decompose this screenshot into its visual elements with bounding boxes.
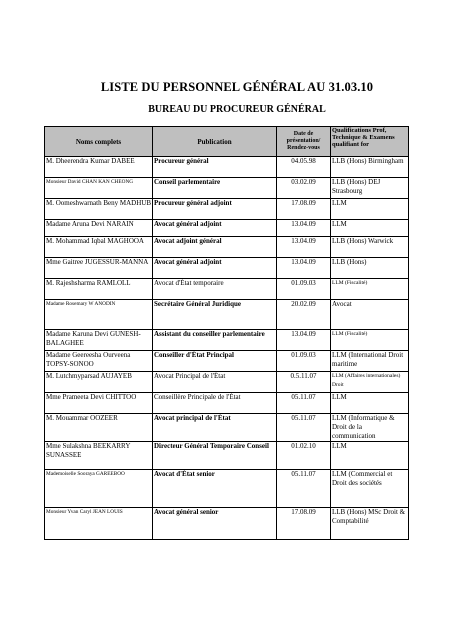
- cell-qualifications: LLB (Hons) MSc Droit & Comptabilité: [331, 508, 409, 540]
- cell-name: M. Oomeshwarnath Beny MADHUB: [45, 199, 153, 220]
- cell-date: 13.04.09: [277, 330, 331, 351]
- cell-publication: Avocat principal de l'État: [153, 414, 277, 442]
- cell-date: 13.04.09: [277, 220, 331, 237]
- cell-date: 03.02.09: [277, 178, 331, 199]
- cell-date: 0.5.11.07: [277, 372, 331, 393]
- cell-qualifications: LLM (Informatique & Droit de la communication: [331, 414, 409, 442]
- cell-date: 05.11.07: [277, 470, 331, 508]
- cell-name: Madame Rosemary W ANODIN: [45, 300, 153, 330]
- table-row: [45, 279, 409, 300]
- cell-publication: Avocat Principal de l'État: [153, 372, 277, 393]
- table-row: [45, 258, 409, 279]
- cell-date: 01.02.10: [277, 442, 331, 470]
- cell-publication: Avocat général adjoint: [153, 258, 277, 279]
- cell-qualifications: LLM (Fiscalité): [331, 330, 409, 351]
- cell-name: Mme Sulakshna BEEKARRY SUNASSEE: [45, 442, 153, 470]
- cell-qualifications: LLB (Hons) Birmingham: [331, 157, 409, 178]
- cell-name: Madame Karuna Devi GUNESH-BALAGHEE: [45, 330, 153, 351]
- cell-name: M. Mouammar OOZEER: [45, 414, 153, 442]
- table-header-row: [45, 127, 409, 157]
- cell-name: Madame Aruna Devi NARAIN: [45, 220, 153, 237]
- document-title: LISTE DU PERSONNEL GÉNÉRAL AU 31.03.10: [100, 80, 374, 94]
- table-row: [45, 470, 409, 508]
- cell-qualifications: LLM (Fiscalité): [331, 279, 409, 300]
- table-row: [45, 300, 409, 330]
- cell-qualifications: LLM: [331, 220, 409, 237]
- header-name: Noms complets: [45, 127, 153, 157]
- cell-date: 01.09.03: [277, 351, 331, 372]
- table-row: [45, 508, 409, 540]
- table-row: [45, 393, 409, 414]
- cell-qualifications: LLM: [331, 393, 409, 414]
- cell-publication: Procureur général: [153, 157, 277, 178]
- cell-publication: Avocat général adjoint: [153, 220, 277, 237]
- table-row: [45, 330, 409, 351]
- cell-name: M. Lutchmyparsad AUJAYEB: [45, 372, 153, 393]
- table-row: [45, 199, 409, 220]
- cell-qualifications: LLB (Hons): [331, 258, 409, 279]
- cell-publication: Avocat adjoint général: [153, 237, 277, 258]
- table-row: [45, 351, 409, 372]
- cell-publication: Conseiller d'État Principal: [153, 351, 277, 372]
- cell-qualifications: LLM: [331, 442, 409, 470]
- cell-qualifications: LLM: [331, 199, 409, 220]
- cell-publication: Avocat d'État senior: [153, 470, 277, 508]
- cell-name: Madame Geereesha Ourveena TOPSY-SONOO: [45, 351, 153, 372]
- cell-publication: Secrétaire Général Juridique: [153, 300, 277, 330]
- cell-publication: Avocat d'État temporaire: [153, 279, 277, 300]
- cell-date: 20.02.09: [277, 300, 331, 330]
- cell-publication: Conseillère Principale de l'État: [153, 393, 277, 414]
- cell-date: 05.11.07: [277, 393, 331, 414]
- cell-name: Monsieur David CHAN KAN CHEONG: [45, 178, 153, 199]
- table-row: [45, 442, 409, 470]
- document-subtitle: BUREAU DU PROCUREUR GÉNÉRAL: [148, 104, 326, 115]
- cell-qualifications: LLM (Commercial et Droit des sociétés: [331, 470, 409, 508]
- cell-qualifications: LLB (Hons) Warwick: [331, 237, 409, 258]
- table-row: [45, 220, 409, 237]
- cell-name: Monsieur Yvan Caryl JEAN LOUIS: [45, 508, 153, 540]
- header-date: Date de présentation/ Rendez-vous: [277, 127, 331, 157]
- cell-date: 04.05.98: [277, 157, 331, 178]
- cell-date: 13.04.09: [277, 258, 331, 279]
- header-qualifications: Qualifications Prof, Technique & Examens qualifiant for: [331, 127, 409, 157]
- cell-name: M. Dheerendra Kumar DABEE: [45, 157, 153, 178]
- cell-date: 17.08.09: [277, 199, 331, 220]
- cell-name: Mademoiselle Sooraya GAREEBOO: [45, 470, 153, 508]
- cell-name: M. Mohammad Iqbal MAGHOOA: [45, 237, 153, 258]
- cell-qualifications: LLB (Hons) DEJ Strasbourg: [331, 178, 409, 199]
- cell-date: 01.09.03: [277, 279, 331, 300]
- cell-publication: Assistant du conseiller parlementaire: [153, 330, 277, 351]
- cell-name: M. Rajeshsharma RAMLOLL: [45, 279, 153, 300]
- table-row: [45, 178, 409, 199]
- cell-qualifications: LLM (Affaires internationales) Droit: [331, 372, 409, 393]
- cell-publication: Directeur Général Temporaire Conseil: [153, 442, 277, 470]
- header-publication: Publication: [153, 127, 277, 157]
- table-row: [45, 237, 409, 258]
- cell-publication: Conseil parlementaire: [153, 178, 277, 199]
- table-row: [45, 414, 409, 442]
- cell-date: 17.08.09: [277, 508, 331, 540]
- cell-name: Mme Prameeta Devi CHITTOO: [45, 393, 153, 414]
- cell-name: Mme Gaitree JUGESSUR-MANNA: [45, 258, 153, 279]
- table-row: [45, 372, 409, 393]
- cell-qualifications: LLM (International Droit maritime: [331, 351, 409, 372]
- cell-publication: Procureur général adjoint: [153, 199, 277, 220]
- staff-table: [44, 126, 409, 540]
- cell-date: 13.04.09: [277, 237, 331, 258]
- cell-publication: Avocat général senior: [153, 508, 277, 540]
- table-row: [45, 157, 409, 178]
- cell-date: 05.11.07: [277, 414, 331, 442]
- cell-qualifications: Avocat: [331, 300, 409, 330]
